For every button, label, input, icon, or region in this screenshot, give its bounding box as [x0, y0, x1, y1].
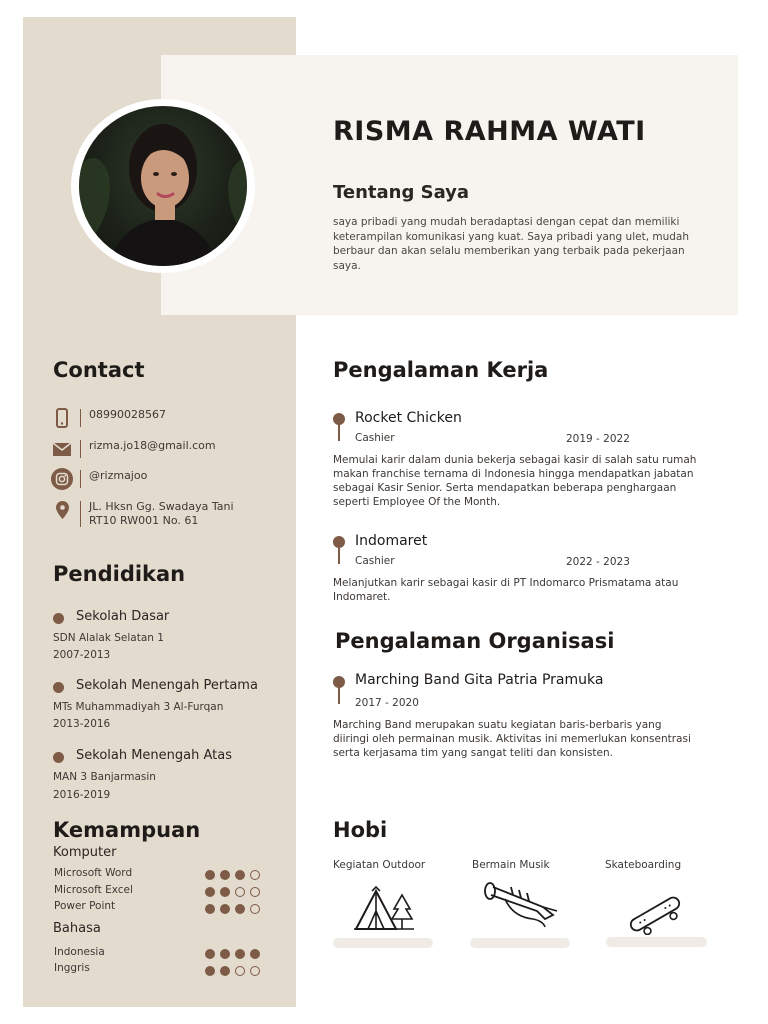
- contact-title: Contact: [53, 358, 145, 382]
- trumpet-icon: [483, 881, 559, 931]
- skill-rating: [205, 887, 260, 897]
- mail-icon: [50, 439, 74, 459]
- rating-dot-filled: [235, 870, 245, 880]
- job-description: Melanjutkan karir sebagai kasir di PT Indomarco Prismatama atau Indomaret.: [333, 577, 679, 603]
- contact-address: [50, 500, 234, 528]
- about-title: Tentang Saya: [333, 182, 470, 203]
- address: [89, 500, 234, 528]
- job-role: Cashier: [355, 432, 395, 444]
- rating-dot-filled: [205, 904, 215, 914]
- skill-category-language: Bahasa: [53, 921, 101, 936]
- education-years: 2007-2013: [53, 649, 111, 661]
- job-role: Cashier: [355, 555, 395, 567]
- skill-name: Microsoft Word: [54, 867, 133, 879]
- skill-category-computer: Komputer: [53, 845, 117, 860]
- organization-name: Marching Band Gita Patria Pramuka: [355, 672, 604, 688]
- job-description: Memulai karir dalam dunia bekerja sebagai kasir di salah satu rumah makan franchise ternama di Indonesia hingga mendapatkan jabatan sebagai Kasir Senior. Serta mendapatkan beberapa penghargaan seperti Employee Of the Month.: [333, 454, 697, 508]
- rating-dot-empty: [250, 887, 260, 897]
- rating-dot-filled: [220, 949, 230, 959]
- person-silhouette-icon: [79, 106, 247, 266]
- skill-rating: [205, 949, 260, 959]
- rating-dot-empty: [250, 870, 260, 880]
- education-level: Sekolah Menengah Atas: [76, 748, 232, 763]
- rating-dot-empty: [250, 966, 260, 976]
- education-school: SDN Alalak Selatan 1: [53, 632, 164, 644]
- rating-dot-filled: [220, 966, 230, 976]
- skill-rating: [205, 870, 260, 880]
- rating-dot-filled: [205, 949, 215, 959]
- skill-name: Inggris: [54, 962, 90, 974]
- hobby-label: Kegiatan Outdoor: [333, 859, 426, 871]
- location-pin-icon: [50, 500, 74, 520]
- education-level: Sekolah Dasar: [76, 609, 170, 624]
- rating-dot-filled: [220, 904, 230, 914]
- instagram-handle[interactable]: @rizmajoo: [89, 469, 148, 482]
- rating-dot-filled: [205, 887, 215, 897]
- education-school: MTs Muhammadiyah 3 Al-Furqan: [53, 701, 224, 713]
- instagram-icon: [50, 469, 74, 489]
- skill-name: Power Point: [54, 900, 116, 912]
- education-school: MAN 3 Banjarmasin: [53, 771, 156, 783]
- phone-number: 08990028567: [89, 408, 166, 421]
- skill-rating: [205, 904, 260, 914]
- email-address[interactable]: rizma.jo18@gmail.com: [89, 439, 216, 452]
- address-line-2: RT10 RW001 No. 61: [89, 514, 199, 527]
- hobby-bar: [333, 938, 433, 948]
- timeline-pin-icon: [333, 676, 347, 708]
- rating-dot-filled: [250, 949, 260, 959]
- skill-name: Indonesia: [54, 946, 105, 958]
- bullet-icon: [53, 613, 64, 624]
- rating-dot-empty: [235, 887, 245, 897]
- rating-dot-empty: [250, 904, 260, 914]
- organization-years: 2017 - 2020: [355, 697, 419, 709]
- about-text: saya pribadi yang mudah beradaptasi dengan cepat dan memiliki keterampilan komunikasi yang kuat. Saya pribadi yang ulet, mudah berbaur dan akan selalu memberikan yang terbaik pada pekerjaan saya.: [333, 216, 690, 272]
- rating-dot-filled: [205, 966, 215, 976]
- hobby-bar: [470, 938, 570, 948]
- timeline-pin-icon: [333, 413, 347, 445]
- contact-phone: [50, 408, 166, 428]
- skill-rating: [205, 966, 260, 976]
- skill-name: Microsoft Excel: [54, 884, 133, 896]
- education-years: 2013-2016: [53, 718, 111, 730]
- hobby-bar: [606, 937, 707, 947]
- job-years: 2022 - 2023: [566, 556, 630, 568]
- job-company: Rocket Chicken: [355, 410, 462, 426]
- bullet-icon: [53, 682, 64, 693]
- full-name: RISMA RAHMA WATI: [333, 116, 646, 147]
- bullet-icon: [53, 752, 64, 763]
- hobbies-title: Hobi: [333, 818, 388, 842]
- organization-description: Marching Band merupakan suatu kegiatan baris-berbaris yang diiringi oleh permainan musik. Aktivitas ini memerlukan konsentrasi serta kerjasama tim yang sangat teliti dan konsisten.: [333, 719, 691, 759]
- rating-dot-filled: [235, 904, 245, 914]
- rating-dot-filled: [235, 949, 245, 959]
- job-years: 2019 - 2022: [566, 433, 630, 445]
- rating-dot-filled: [220, 870, 230, 880]
- profile-photo: [79, 106, 247, 266]
- work-title: Pengalaman Kerja: [333, 358, 549, 382]
- education-level: Sekolah Menengah Pertama: [76, 678, 258, 693]
- education-years: 2016-2019: [53, 789, 111, 801]
- tent-icon: [354, 885, 414, 931]
- timeline-pin-icon: [333, 536, 347, 568]
- organization-title: Pengalaman Organisasi: [335, 629, 615, 653]
- rating-dot-empty: [235, 966, 245, 976]
- address-line-1: JL. Hksn Gg. Swadaya Tani: [89, 500, 234, 513]
- contact-instagram: [50, 469, 147, 489]
- hobby-label: Skateboarding: [605, 859, 682, 871]
- hobby-label: Bermain Musik: [472, 859, 550, 871]
- job-company: Indomaret: [355, 533, 428, 549]
- skateboard-icon: [626, 893, 684, 935]
- rating-dot-filled: [205, 870, 215, 880]
- contact-email: [50, 439, 216, 459]
- rating-dot-filled: [220, 887, 230, 897]
- skills-title: Kemampuan: [53, 818, 201, 842]
- education-title: Pendidikan: [53, 562, 186, 586]
- phone-icon: [50, 408, 74, 428]
